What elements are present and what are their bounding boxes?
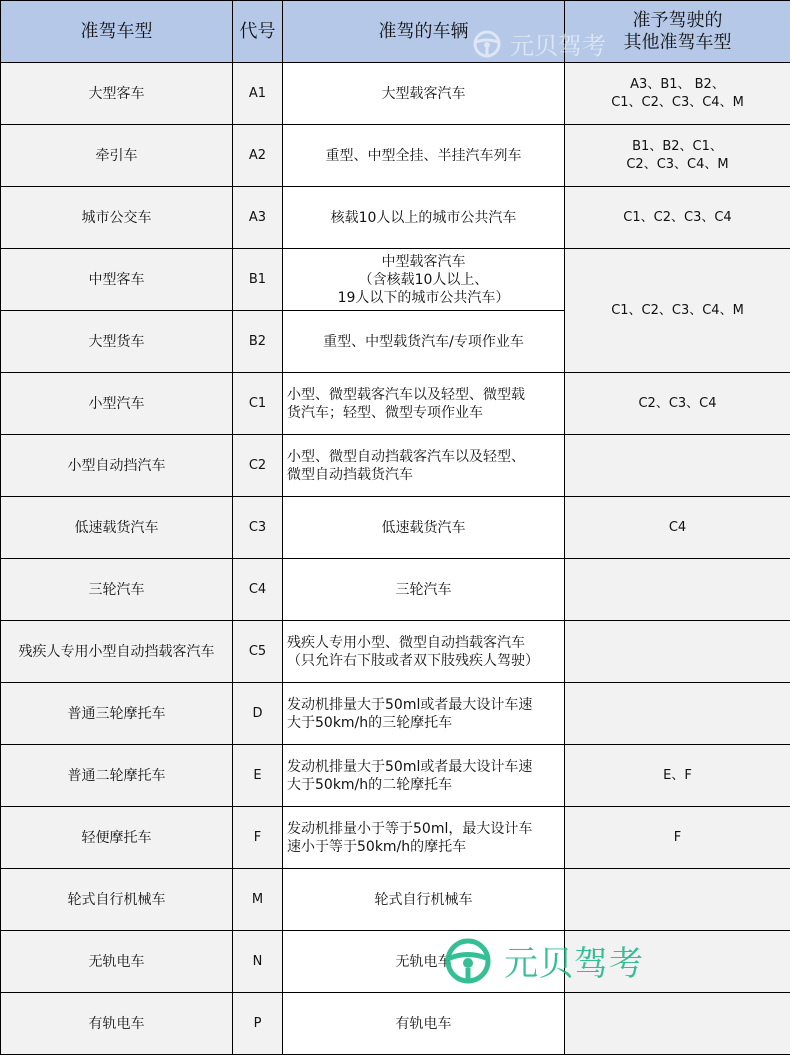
cell-other — [565, 931, 790, 993]
cell-type: 城市公交车 — [1, 187, 233, 249]
cell-other — [565, 63, 790, 125]
cell-other — [565, 435, 790, 497]
cell-other — [565, 187, 790, 249]
other-line: E、F — [663, 767, 692, 783]
vehicles-line: 有轨电车 — [395, 1015, 452, 1032]
cell-code: D — [233, 683, 283, 745]
table-row — [1, 249, 790, 311]
vehicles-line: 小型、微型自动挡载客汽车以及轻型、 — [287, 448, 525, 465]
cell-vehicles — [283, 621, 565, 683]
vehicles-line: （只允许右下肢或者双下肢残疾人驾驶） — [287, 652, 539, 669]
cell-type: 有轨电车 — [1, 993, 233, 1055]
table-row — [1, 559, 790, 621]
cell-code: A1 — [233, 63, 283, 125]
table-row — [1, 993, 790, 1055]
cell-type: 牵引车 — [1, 125, 233, 187]
cell-vehicles — [283, 373, 565, 435]
cell-vehicles — [283, 311, 565, 373]
cell-type: 普通三轮摩托车 — [1, 683, 233, 745]
table-row — [1, 435, 790, 497]
cell-type: 大型货车 — [1, 311, 233, 373]
other-line: B1、B2、C1、 — [632, 138, 723, 154]
header-other — [565, 1, 790, 63]
cell-type: 三轮汽车 — [1, 559, 233, 621]
vehicles-line: 大于50km/h的二轮摩托车 — [287, 776, 453, 793]
cell-code: B1 — [233, 249, 283, 311]
cell-code: C3 — [233, 497, 283, 559]
cell-type: 中型客车 — [1, 249, 233, 311]
cell-other — [565, 869, 790, 931]
cell-type: 低速载货汽车 — [1, 497, 233, 559]
other-line: C4 — [668, 519, 687, 535]
vehicles-line: （含核载10人以上、 — [358, 271, 489, 288]
cell-code: N — [233, 931, 283, 993]
cell-vehicles — [283, 187, 565, 249]
cell-vehicles — [283, 993, 565, 1055]
vehicles-line: 中型载客汽车 — [381, 253, 466, 270]
cell-other-merged — [565, 249, 790, 373]
cell-code: A3 — [233, 187, 283, 249]
watermark-text: 元贝驾考 — [510, 32, 606, 60]
cell-type: 普通二轮摩托车 — [1, 745, 233, 807]
other-line: C1、C2、C3、C4、M — [611, 302, 744, 318]
cell-other — [565, 683, 790, 745]
vehicles-line: 发动机排量大于50ml或者最大设计车速 — [287, 696, 533, 713]
cell-code: M — [233, 869, 283, 931]
vehicles-line: 大于50km/h的三轮摩托车 — [287, 714, 453, 731]
vehicles-line: 货汽车；轻型、微型专项作业车 — [287, 404, 483, 421]
vehicles-line: 小型、微型载客汽车以及轻型、微型载 — [287, 386, 525, 403]
vehicles-line: 三轮汽车 — [395, 581, 452, 598]
other-line: F — [673, 829, 682, 845]
header-other-line: 准予驾驶的 — [632, 9, 723, 31]
cell-other — [565, 993, 790, 1055]
table-row — [1, 497, 790, 559]
cell-type: 轻便摩托车 — [1, 807, 233, 869]
cell-code: C4 — [233, 559, 283, 621]
header-vehicles: 准驾的车辆 — [283, 1, 565, 63]
cell-code: P — [233, 993, 283, 1055]
cell-vehicles — [283, 249, 565, 311]
vehicles-line: 无轨电车 — [395, 953, 452, 970]
header-type: 准驾车型 — [1, 1, 233, 63]
header-row — [1, 1, 790, 63]
cell-vehicles — [283, 683, 565, 745]
vehicles-line: 低速载货汽车 — [381, 519, 466, 536]
cell-vehicles — [283, 559, 565, 621]
cell-code: C1 — [233, 373, 283, 435]
table-row — [1, 807, 790, 869]
cell-code: B2 — [233, 311, 283, 373]
cell-vehicles — [283, 497, 565, 559]
other-line: C1、C2、C3、C4 — [623, 209, 732, 225]
vehicles-line: 重型、中型全挂、半挂汽车列车 — [325, 147, 522, 164]
cell-vehicles — [283, 807, 565, 869]
cell-other — [565, 807, 790, 869]
vehicles-line: 发动机排量大于50ml或者最大设计车速 — [287, 758, 533, 775]
table-row — [1, 187, 790, 249]
vehicles-line: 残疾人专用小型、微型自动挡载客汽车 — [287, 634, 525, 651]
table-row — [1, 373, 790, 435]
cell-other — [565, 497, 790, 559]
cell-vehicles — [283, 435, 565, 497]
cell-vehicles — [283, 745, 565, 807]
other-line: C2、C3、C4 — [638, 395, 717, 411]
cell-vehicles — [283, 63, 565, 125]
cell-other — [565, 373, 790, 435]
cell-type: 大型客车 — [1, 63, 233, 125]
cell-other — [565, 621, 790, 683]
vehicles-line: 核载10人以上的城市公共汽车 — [330, 209, 517, 226]
vehicles-line: 发动机排量小于等于50ml，最大设计车 — [287, 820, 533, 837]
cell-vehicles — [283, 125, 565, 187]
cell-type: 轮式自行机械车 — [1, 869, 233, 931]
header-code: 代号 — [233, 1, 283, 63]
other-line: C1、C2、C3、C4、M — [611, 94, 744, 110]
table-row — [1, 931, 790, 993]
cell-other — [565, 125, 790, 187]
vehicles-line: 微型自动挡载货汽车 — [287, 466, 413, 483]
vehicles-line: 19人以下的城市公共汽车） — [337, 289, 510, 306]
cell-type: 小型汽车 — [1, 373, 233, 435]
table-row — [1, 125, 790, 187]
vehicles-line: 轮式自行机械车 — [374, 891, 473, 908]
table-row — [1, 745, 790, 807]
cell-code: C2 — [233, 435, 283, 497]
table-row — [1, 63, 790, 125]
cell-code: E — [233, 745, 283, 807]
cell-other — [565, 745, 790, 807]
cell-code: C5 — [233, 621, 283, 683]
cell-other — [565, 559, 790, 621]
cell-type: 小型自动挡汽车 — [1, 435, 233, 497]
table-row — [1, 621, 790, 683]
vehicles-line: 大型载客汽车 — [381, 85, 466, 102]
cell-code: A2 — [233, 125, 283, 187]
cell-code: F — [233, 807, 283, 869]
cell-type: 无轨电车 — [1, 931, 233, 993]
vehicles-line: 速小于等于50km/h的摩托车 — [287, 838, 467, 855]
other-line: C2、C3、C4、M — [626, 156, 729, 172]
table-row — [1, 683, 790, 745]
cell-type: 残疾人专用小型自动挡载客汽车 — [1, 621, 233, 683]
header-other-line: 其他准驾车型 — [623, 31, 732, 53]
watermark-text: 元贝驾考 — [504, 944, 644, 984]
table-row — [1, 869, 790, 931]
cell-vehicles — [283, 869, 565, 931]
other-line: A3、B1、 B2、 — [630, 76, 725, 92]
cell-vehicles — [283, 931, 565, 993]
vehicles-line: 重型、中型载货汽车/专项作业车 — [323, 333, 524, 350]
